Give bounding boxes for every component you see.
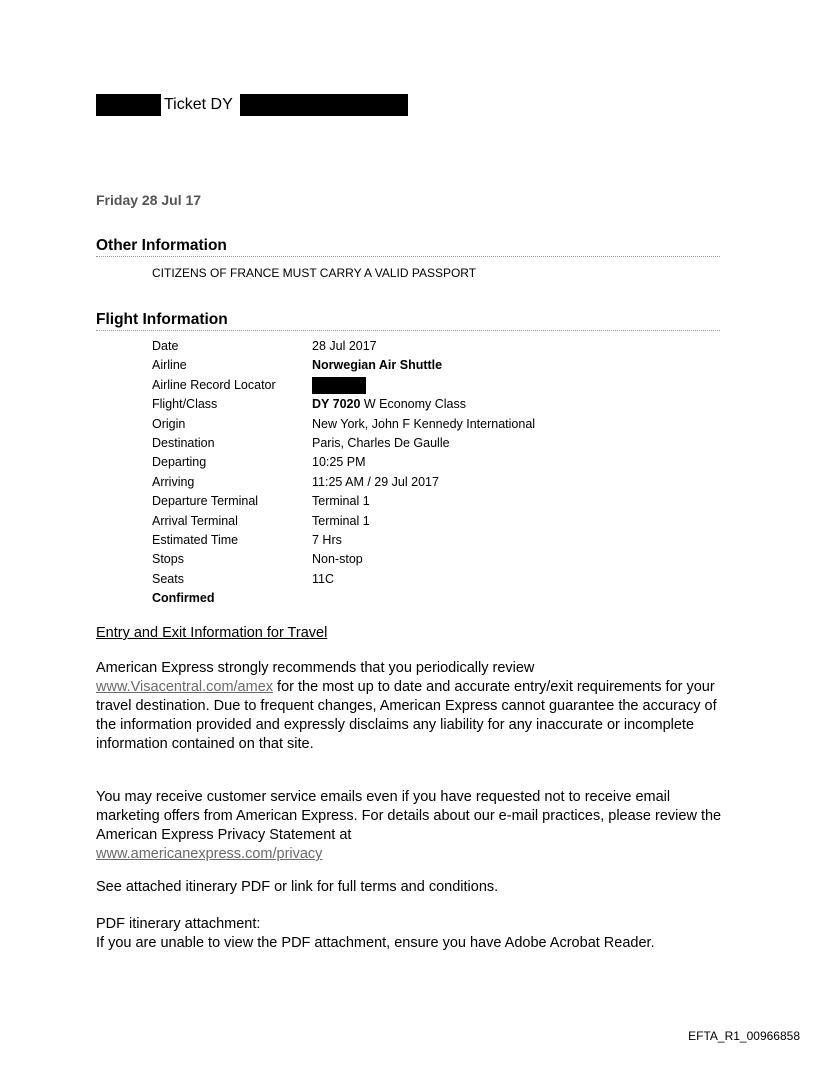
redaction-block bbox=[312, 377, 366, 394]
service-email-text: You may receive customer service emails even if you have requested not to receive email marketing offers from American Express. For details about our e-mail practices, please review the American Express Privacy Statement at bbox=[96, 789, 722, 843]
entry-exit-paragraph bbox=[96, 659, 736, 754]
itinerary-note: See attached itinerary PDF or link for full terms and conditions. bbox=[96, 879, 499, 895]
row-value: New York, John F Kennedy International bbox=[312, 416, 536, 431]
row-value: Paris, Charles De Gaulle bbox=[312, 435, 450, 450]
row-label: Flight/Class bbox=[152, 397, 218, 412]
flight-information-heading: Flight Information bbox=[96, 311, 720, 331]
row-label: Seats bbox=[152, 571, 184, 586]
entry-exit-heading: Entry and Exit Information for Travel bbox=[96, 625, 328, 641]
row-value: 28 Jul 2017 bbox=[312, 339, 377, 353]
row-label: Arriving bbox=[152, 474, 195, 489]
row-value: Non-stop bbox=[312, 552, 363, 567]
redaction-block bbox=[240, 94, 408, 116]
entry-exit-text-end: for the most up to date and accurate entry/exit requirements for your travel destination. Due to frequent changes, American Express cannot guarantee the accuracy of the information provided and expressly disclaims any liability for any inaccurate or incomplete information contained on that site. bbox=[96, 679, 717, 752]
row-label: Airline bbox=[152, 358, 187, 373]
other-information-heading: Other Information bbox=[96, 237, 720, 257]
row-label: Destination bbox=[152, 435, 215, 450]
row-label: Departure Terminal bbox=[152, 494, 259, 509]
entry-exit-text-start: American Express strongly recommends that you periodically review bbox=[96, 660, 535, 676]
privacy-link[interactable]: www.americanexpress.com/privacy bbox=[96, 846, 323, 862]
pdf-attachment-label: PDF itinerary attachment: bbox=[96, 916, 261, 932]
row-value: Terminal 1 bbox=[312, 513, 370, 528]
flight-class: W Economy Class bbox=[360, 397, 467, 412]
row-value: 11:25 AM / 29 Jul 2017 bbox=[312, 474, 439, 489]
row-label: Airline Record Locator bbox=[152, 377, 276, 392]
flight-number: DY 7020 bbox=[312, 397, 361, 412]
trip-date: Friday 28 Jul 17 bbox=[96, 192, 202, 208]
pdf-attachment-text: If you are unable to view the PDF attachment, ensure you have Adobe Acrobat Reader. bbox=[96, 935, 655, 951]
document-id: EFTA_R1_00966858 bbox=[688, 1029, 800, 1043]
row-label: Departing bbox=[152, 455, 207, 470]
row-value: 11C bbox=[312, 571, 335, 586]
row-label: Stops bbox=[152, 552, 184, 567]
pdf-attachment-block bbox=[96, 915, 736, 953]
passport-note: CITIZENS OF FRANCE MUST CARRY A VALID PASSPORT bbox=[152, 266, 477, 280]
row-label: Date bbox=[152, 339, 179, 353]
row-value bbox=[312, 397, 466, 411]
row-value: Norwegian Air Shuttle bbox=[312, 358, 443, 373]
service-email-paragraph bbox=[96, 788, 736, 864]
row-value: Terminal 1 bbox=[312, 494, 370, 509]
ticket-label: Ticket DY bbox=[164, 96, 233, 113]
booking-status: Confirmed bbox=[152, 591, 215, 605]
ticket-header bbox=[96, 94, 416, 116]
row-value: 7 Hrs bbox=[312, 532, 342, 547]
visacentral-link[interactable]: www.Visacentral.com/amex bbox=[96, 679, 274, 695]
row-label: Estimated Time bbox=[152, 532, 239, 547]
row-label: Origin bbox=[152, 416, 186, 431]
redaction-block bbox=[96, 94, 161, 116]
row-label: Arrival Terminal bbox=[152, 513, 238, 528]
row-value: 10:25 PM bbox=[312, 455, 366, 470]
